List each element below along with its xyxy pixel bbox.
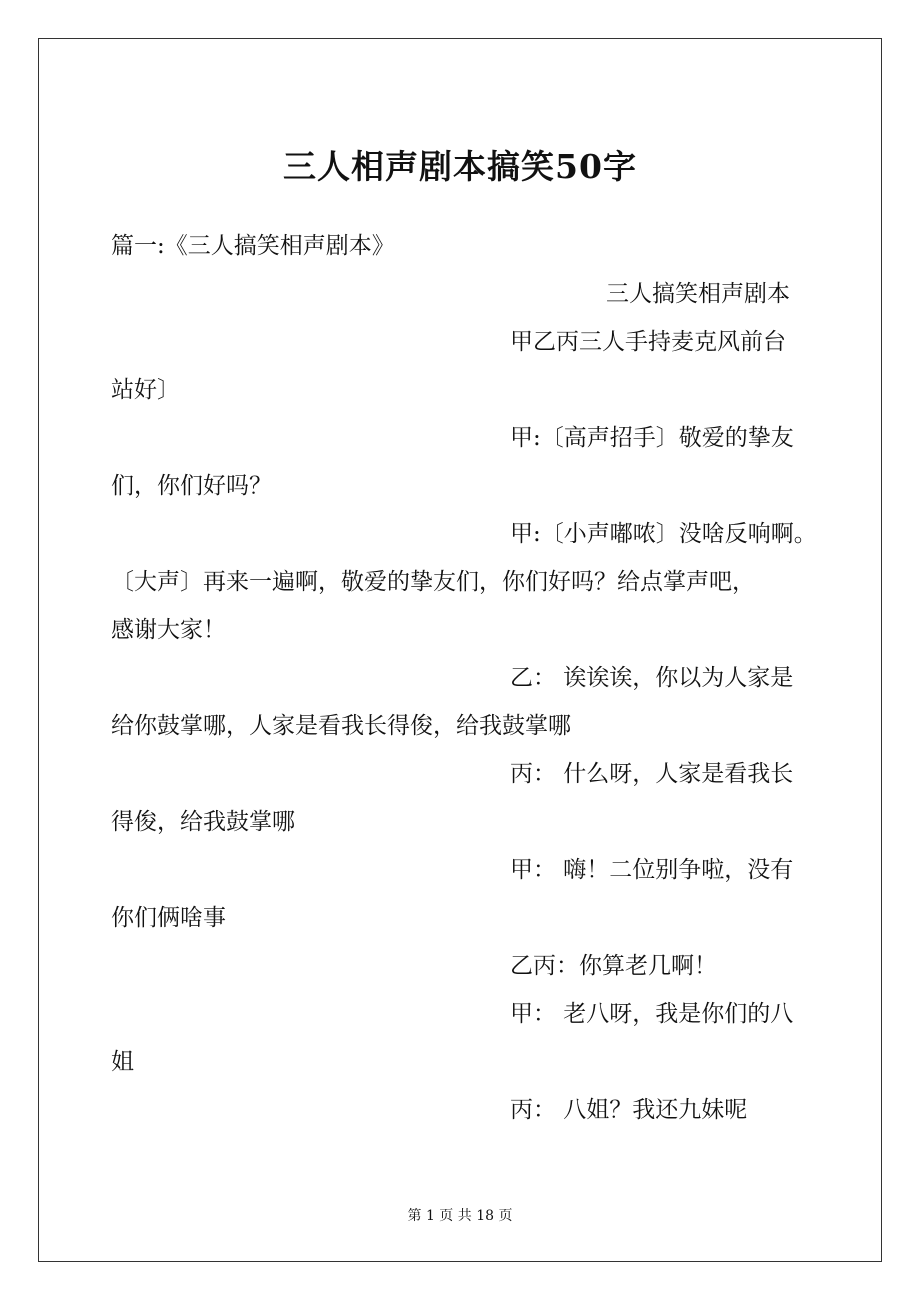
script-line: 得俊，给我鼓掌哪 xyxy=(111,809,295,835)
script-line: 甲： 老八呀，我是你们的八 xyxy=(510,1001,794,1027)
script-line: 们，你们好吗？ xyxy=(111,473,272,499)
script-title: 三人搞笑相声剧本 xyxy=(606,281,790,307)
script-line: 你们俩啥事 xyxy=(111,905,226,931)
section-heading: 篇一:《三人搞笑相声剧本》 xyxy=(111,233,395,259)
page-footer: 第 1 页 共 18 页 xyxy=(407,1208,513,1224)
script-line: 丙： 什么呀，人家是看我长 xyxy=(510,761,794,787)
script-line: 乙： 诶诶诶，你以为人家是 xyxy=(510,665,794,691)
page-border xyxy=(38,38,882,1262)
script-line: 站好〕 xyxy=(111,377,180,403)
script-line: 甲乙丙三人手持麦克风前台 xyxy=(510,329,786,355)
script-line: 丙： 八姐？我还九妹呢 xyxy=(510,1097,748,1123)
script-line: 甲： 嗨！二位别争啦，没有 xyxy=(510,857,794,883)
script-line: 姐 xyxy=(111,1049,134,1075)
document-title: 三人相声剧本搞笑50字 xyxy=(283,147,637,186)
script-line: 给你鼓掌哪，人家是看我长得俊，给我鼓掌哪 xyxy=(111,713,571,739)
script-line: 甲:〔小声嘟哝〕没啥反响啊。 xyxy=(510,521,817,547)
script-line: 甲:〔高声招手〕敬爱的挚友 xyxy=(510,425,794,451)
script-line: 感谢大家！ xyxy=(111,617,226,643)
script-line: 〔大声〕再来一遍啊，敬爱的挚友们，你们好吗？给点掌声吧， xyxy=(111,569,755,595)
script-line: 乙丙：你算老几啊！ xyxy=(510,953,717,979)
